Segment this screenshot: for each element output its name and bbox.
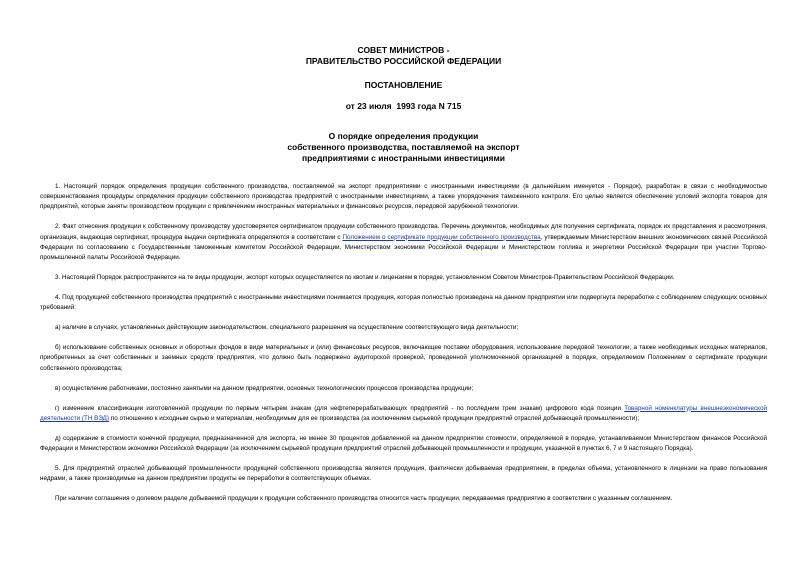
clause-v: в) осуществление работниками, постоянно занятыми на данном предприятии, основных технологических процессов производства продукции; [55,384,474,392]
regulation-certificate-link[interactable]: Положением о сертификате продукции собственного производства [342,233,541,241]
document-body [40,182,767,514]
paragraph-2-text-start: 2. Факт отнесения продукции к собственному производству удостоверяется сертификатом продукции собственного производства. Перечень документов, необходимых для получения сертификата, порядок их представления и рассмотрения, организация, выдающая сертификат, процедура выдачи сертификата определяются в соответствии с [40,223,767,241]
document-type [0,80,807,91]
title-line-1: О порядке определения продукции [328,131,479,141]
issuing-authority [0,45,807,67]
document-date-label: от 23 июля 1993 года N 715 [345,101,462,111]
authority-line-2: ПРАВИТЕЛЬСТВО РОССИЙСКОЙ ФЕДЕРАЦИИ [305,56,502,66]
clause-a: а) наличие в случаях, установленных действующим законодательством, специального разрешения на осуществление соответствующего вида деятельности; [55,324,519,332]
clause-g [40,404,767,424]
tn-ved-link[interactable]: Товарной номенклатуры внешнеэкономической деятельности (ТН ВЭД) [40,404,768,422]
paragraph-1: 1. Настоящий порядок определения продукции собственного производства, поставляемой на экспорт предприятиями с иностранными инвестициями (в дальнейшем именуется - Порядок), разработан в связи с необходимостью совершенствования процедуры определения продукции собственного производства предприятий с иностранными инвестициями, а также упорядочения таможенного контроля. Его целью является обеспечение условий экспорта товаров для предприятий, которые заняты производством продукции с привлечением иностранных материальных и финансовых ресурсов, передовой зарубежной технологии. [40,183,767,211]
paragraph-2-text-end: , утверждаемым Министерством внешних экономических связей Российской Федерации по согласованию с Государственным таможенным комитетом Российской Федерации, Министерством экономики Российской Федерации и Министерством топлива и энергетики Российской Федерации при участии Торгово-промышленной палаты Российской Федерации. [40,233,767,262]
document-type-label: ПОСТАНОВЛЕНИЕ [364,80,443,90]
authority-line-1: СОВЕТ МИНИСТРОВ - [357,45,450,55]
document-title [0,131,807,164]
clause-d: д) содержание в стоимости конечной продукции, предназначенной для экспорта, не менее 30 процентов добавленной на данном предприятии стоимости, определяемой в порядке, устанавливаемом Министерством финансов Российской Федерации и Министерством экономики Российской Федерации (за исключением сырьевой продукции предприятий отраслей добывающей промышленности и продукции, указанной в пунктах 6, 7 и 9 настоящего Порядка). [40,434,767,453]
clause-g-text-end: по отношению к исходным сырью и материалам, необходимым для ее производства (за исключением сырьевой продукции предприятий отраслей добывающей промышленности); [109,414,640,422]
document-date [0,101,807,112]
clause-g-text-start: г) изменение классификации изготовленной продукции по первым четырем знакам (для нефтеперерабатывающих предприятий - по последним трем знакам) цифрового кода позиции [55,404,625,412]
paragraph-6: При наличии соглашения о долевом разделе добываемой продукции к продукции собственного производства относится часть продукции, передаваемая предприятию в соответствии с указанным соглашением. [55,495,673,503]
clause-b: б) использование собственных основных и оборотных фондов в виде материальных и (или) финансовых ресурсов, включающее поставки оборудования, использование передовой технологии, а также необходимых исходных материалов, приобретенных за счет собственных и заемных средств предприятия, что должно быть подвержено аудиторской проверкой, проведенной уполномоченной организацией в порядке, определяемом Положением о сертификате продукции собственного производства; [40,344,767,372]
title-line-2: собственного производства, поставляемой на экспорт [287,142,520,152]
paragraph-5: 5. Для предприятий отраслей добывающей промышленности продукцией собственного производства является продукция, фактически добываемая предприятием, в пределах объема, установленного в лицензии на право пользования недрами, а также производимые на данном предприятии продукты ее переработки в соответствующих объемах. [40,465,767,483]
paragraph-3: 3. Настоящий Порядок распространяется на те виды продукции, экспорт которых осуществляется по квотам и лицензиям в порядке, установленном Советом Министров-Правительством Российской Федерации. [55,274,675,282]
paragraph-2 [40,222,767,263]
paragraph-4: 4. Под продукцией собственного производства предприятий с иностранными инвестициями понимается продукция, которая полностью произведена на данном предприятии или подвергнута переработке с соблюдением следующих основных требований: [40,294,767,312]
title-line-3: предприятиями с иностранными инвестициями [301,153,506,163]
